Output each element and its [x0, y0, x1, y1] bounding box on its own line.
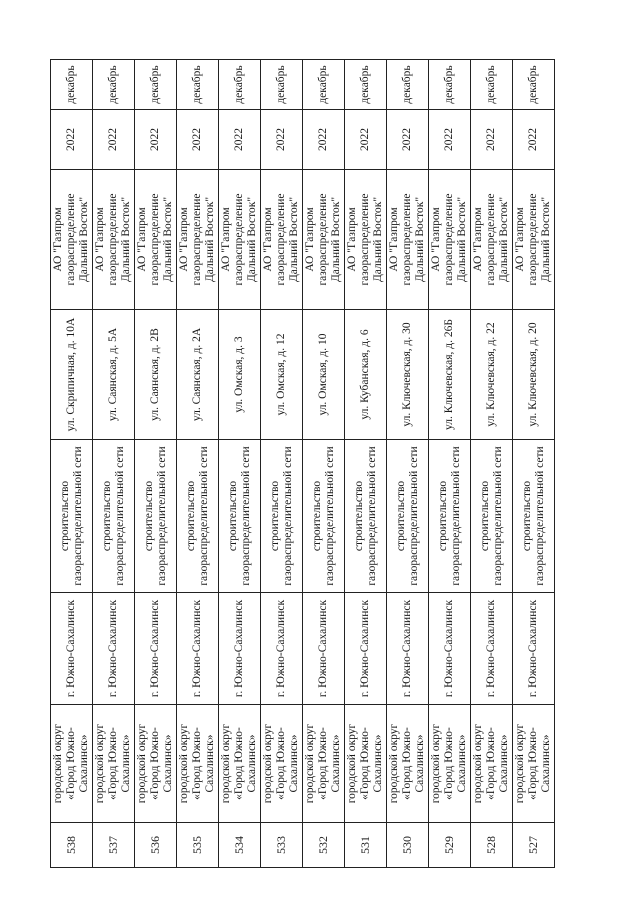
row-number-cell: 530 [387, 823, 429, 868]
row-number-cell: 529 [429, 823, 471, 868]
municipality-cell: городской округ «Город Южно-Сахалинск» [387, 705, 429, 823]
year-cell: 2022 [51, 110, 93, 170]
city-cell: г. Южно-Сахалинск [261, 593, 303, 705]
table-row [261, 60, 303, 868]
table-row [303, 60, 345, 868]
row-number-cell: 532 [303, 823, 345, 868]
year-cell: 2022 [261, 110, 303, 170]
table-row [93, 60, 135, 868]
address-cell: ул. Саянская, д. 2В [135, 310, 177, 440]
month-cell: декабрь [303, 60, 345, 110]
year-cell: 2022 [513, 110, 555, 170]
year-cell: 2022 [387, 110, 429, 170]
work-type-cell: строительство газораспределительной сети [219, 440, 261, 593]
organization-cell: АО "Газпром газораспределение Дальний Восток" [513, 170, 555, 310]
address-cell: ул. Кубанская, д. 6 [345, 310, 387, 440]
row-number-cell: 536 [135, 823, 177, 868]
organization-cell: АО "Газпром газораспределение Дальний Восток" [471, 170, 513, 310]
row-number-cell: 535 [177, 823, 219, 868]
address-cell: ул. Скрипичная, д. 10А [51, 310, 93, 440]
address-cell: ул. Саянская, д. 2А [177, 310, 219, 440]
month-cell: декабрь [471, 60, 513, 110]
city-cell: г. Южно-Сахалинск [471, 593, 513, 705]
city-cell: г. Южно-Сахалинск [177, 593, 219, 705]
address-cell: ул. Ключевская, д. 22 [471, 310, 513, 440]
municipality-cell: городской округ «Город Южно-Сахалинск» [135, 705, 177, 823]
work-type-cell: строительство газораспределительной сети [261, 440, 303, 593]
organization-cell: АО "Газпром газораспределение Дальний Восток" [261, 170, 303, 310]
organization-cell: АО "Газпром газораспределение Дальний Восток" [429, 170, 471, 310]
gasification-table [50, 59, 555, 868]
municipality-cell: городской округ «Город Южно-Сахалинск» [429, 705, 471, 823]
city-cell: г. Южно-Сахалинск [51, 593, 93, 705]
table-row [177, 60, 219, 868]
month-cell: декабрь [177, 60, 219, 110]
month-cell: декабрь [387, 60, 429, 110]
organization-cell: АО "Газпром газораспределение Дальний Восток" [135, 170, 177, 310]
row-number-cell: 527 [513, 823, 555, 868]
work-type-cell: строительство газораспределительной сети [345, 440, 387, 593]
city-cell: г. Южно-Сахалинск [93, 593, 135, 705]
month-cell: декабрь [513, 60, 555, 110]
address-cell: ул. Ключевская, д. 26Б [429, 310, 471, 440]
municipality-cell: городской округ «Город Южно-Сахалинск» [471, 705, 513, 823]
row-number-cell: 528 [471, 823, 513, 868]
address-cell: ул. Омская, д. 3 [219, 310, 261, 440]
year-cell: 2022 [177, 110, 219, 170]
city-cell: г. Южно-Сахалинск [429, 593, 471, 705]
row-number-cell: 533 [261, 823, 303, 868]
year-cell: 2022 [345, 110, 387, 170]
month-cell: декабрь [219, 60, 261, 110]
table-row [51, 60, 93, 868]
month-cell: декабрь [345, 60, 387, 110]
address-cell: ул. Омская, д. 10 [303, 310, 345, 440]
organization-cell: АО "Газпром газораспределение Дальний Восток" [345, 170, 387, 310]
year-cell: 2022 [93, 110, 135, 170]
table-row [135, 60, 177, 868]
year-cell: 2022 [429, 110, 471, 170]
municipality-cell: городской округ «Город Южно-Сахалинск» [261, 705, 303, 823]
year-cell: 2022 [135, 110, 177, 170]
document-page [50, 60, 550, 868]
rotated-table-wrapper [50, 60, 550, 868]
work-type-cell: строительство газораспределительной сети [93, 440, 135, 593]
municipality-cell: городской округ «Город Южно-Сахалинск» [219, 705, 261, 823]
year-cell: 2022 [303, 110, 345, 170]
year-cell: 2022 [219, 110, 261, 170]
work-type-cell: строительство газораспределительной сети [429, 440, 471, 593]
organization-cell: АО "Газпром газораспределение Дальний Восток" [177, 170, 219, 310]
table-row [471, 60, 513, 868]
work-type-cell: строительство газораспределительной сети [303, 440, 345, 593]
row-number-cell: 531 [345, 823, 387, 868]
address-cell: ул. Ключевская, д. 20 [513, 310, 555, 440]
row-number-cell: 537 [93, 823, 135, 868]
work-type-cell: строительство газораспределительной сети [51, 440, 93, 593]
city-cell: г. Южно-Сахалинск [513, 593, 555, 705]
row-number-cell: 534 [219, 823, 261, 868]
month-cell: декабрь [429, 60, 471, 110]
month-cell: декабрь [261, 60, 303, 110]
organization-cell: АО "Газпром газораспределение Дальний Восток" [387, 170, 429, 310]
work-type-cell: строительство газораспределительной сети [177, 440, 219, 593]
work-type-cell: строительство газораспределительной сети [471, 440, 513, 593]
month-cell: декабрь [93, 60, 135, 110]
year-cell: 2022 [471, 110, 513, 170]
organization-cell: АО "Газпром газораспределение Дальний Восток" [303, 170, 345, 310]
municipality-cell: городской округ «Город Южно-Сахалинск» [513, 705, 555, 823]
city-cell: г. Южно-Сахалинск [135, 593, 177, 705]
work-type-cell: строительство газораспределительной сети [387, 440, 429, 593]
table-row [429, 60, 471, 868]
municipality-cell: городской округ «Город Южно-Сахалинск» [51, 705, 93, 823]
organization-cell: АО "Газпром газораспределение Дальний Восток" [219, 170, 261, 310]
table-row [219, 60, 261, 868]
address-cell: ул. Омская, д. 12 [261, 310, 303, 440]
address-cell: ул. Ключевская, д. 30 [387, 310, 429, 440]
table-row [513, 60, 555, 868]
municipality-cell: городской округ «Город Южно-Сахалинск» [345, 705, 387, 823]
work-type-cell: строительство газораспределительной сети [513, 440, 555, 593]
organization-cell: АО "Газпром газораспределение Дальний Восток" [51, 170, 93, 310]
table-row [387, 60, 429, 868]
municipality-cell: городской округ «Город Южно-Сахалинск» [93, 705, 135, 823]
table-row [345, 60, 387, 868]
table-body [51, 60, 555, 868]
row-number-cell: 538 [51, 823, 93, 868]
month-cell: декабрь [135, 60, 177, 110]
municipality-cell: городской округ «Город Южно-Сахалинск» [303, 705, 345, 823]
city-cell: г. Южно-Сахалинск [219, 593, 261, 705]
organization-cell: АО "Газпром газораспределение Дальний Восток" [93, 170, 135, 310]
address-cell: ул. Саянская, д. 5А [93, 310, 135, 440]
municipality-cell: городской округ «Город Южно-Сахалинск» [177, 705, 219, 823]
city-cell: г. Южно-Сахалинск [345, 593, 387, 705]
month-cell: декабрь [51, 60, 93, 110]
city-cell: г. Южно-Сахалинск [387, 593, 429, 705]
city-cell: г. Южно-Сахалинск [303, 593, 345, 705]
work-type-cell: строительство газораспределительной сети [135, 440, 177, 593]
